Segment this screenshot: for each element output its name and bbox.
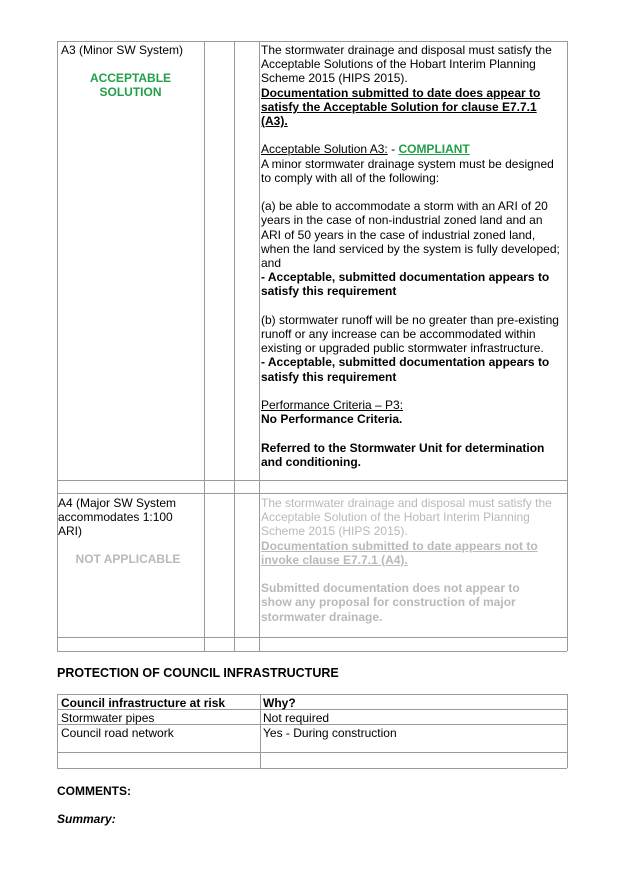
a3-compliance-status: COMPLIANT xyxy=(398,142,470,157)
a4-intro-line: Scheme 2015 (HIPS 2015). xyxy=(261,524,408,539)
a3-clause-b-response: - Acceptable, submitted documentation appears to xyxy=(261,355,550,370)
a3-clause-a-line: years in the case of non-industrial zoned land and an xyxy=(261,213,543,228)
a4-status-badge: NOT APPLICABLE xyxy=(75,552,181,566)
infra-row-asset: Council road network xyxy=(61,726,174,740)
a3-doc-line: Documentation submitted to date does appear to xyxy=(261,85,541,100)
a4-label xyxy=(58,496,176,539)
a3-status-badge xyxy=(57,71,204,99)
a4-intro-line: The stormwater drainage and disposal must satisfy the xyxy=(261,496,552,510)
a3-doc-line: (A3). xyxy=(261,114,288,129)
a3-clause-a-response: satisfy this requirement xyxy=(261,284,397,299)
a4-doc-line: invoke clause E7.7.1 (A4). xyxy=(261,552,408,567)
summary-label: Summary: xyxy=(57,812,116,826)
infra-header-asset: Council infrastructure at risk xyxy=(61,696,226,710)
a3-doc-line: satisfy the Acceptable Solution for clause E7.7.1 xyxy=(261,99,537,114)
section-title: PROTECTION OF COUNCIL INFRASTRUCTURE xyxy=(57,666,339,680)
a3-status-line1: ACCEPTABLE xyxy=(89,71,172,85)
a4-assessment-text xyxy=(261,496,567,624)
infra-header-why: Why? xyxy=(263,696,296,710)
a3-acceptable-solution-heading xyxy=(261,142,567,156)
a3-assessment-text xyxy=(261,43,567,469)
a3-clause-b-line: (b) stormwater runoff will be no greater than pre-existing xyxy=(261,312,559,327)
a4-doc-line: Documentation submitted to date appears not to xyxy=(261,538,538,553)
a3-clause-a-line: when the land serviced by the system is fully developed; xyxy=(261,241,560,256)
a3-referral-line: and conditioning. xyxy=(261,454,361,469)
comments-label: COMMENTS: xyxy=(57,784,131,798)
a3-status-line2: SOLUTION xyxy=(99,85,162,100)
a4-label-line: accommodates 1:100 xyxy=(58,510,173,525)
a3-label: A3 (Minor SW System) xyxy=(61,43,184,57)
a3-intro-line: The stormwater drainage and disposal must satisfy the xyxy=(261,43,552,57)
a3-clause-b-response: satisfy this requirement xyxy=(261,369,397,384)
a3-clause-a-response: - Acceptable, submitted documentation appears to xyxy=(261,270,550,285)
a3-clause-a-line: and xyxy=(261,256,282,271)
a3-as-prefix: Acceptable Solution A3: xyxy=(261,142,388,157)
a3-as-dash: - xyxy=(387,142,399,157)
a4-label-line: ARI) xyxy=(58,524,82,539)
a3-clause-a-line: (a) be able to accommodate a storm with an ARI of 20 xyxy=(261,199,548,214)
a4-submitted-line: stormwater drainage. xyxy=(261,609,383,624)
a4-submitted-line: show any proposal for construction of major xyxy=(261,595,516,610)
a3-performance-criteria-label: Performance Criteria – P3: xyxy=(261,398,404,413)
a3-clause-b-line: existing or upgraded public stormwater infrastructure. xyxy=(261,341,544,356)
a3-clause-b-line: runoff or any increase can be accommodated within xyxy=(261,327,536,342)
infra-row-why: Not required xyxy=(263,711,330,725)
infra-row-why: Yes - During construction xyxy=(263,726,397,740)
a3-req-line: to comply with all of the following: xyxy=(261,170,440,185)
a3-performance-criteria-value: No Performance Criteria. xyxy=(261,412,403,427)
a4-submitted-line: Submitted documentation does not appear to xyxy=(261,581,520,596)
a3-req-line: A minor stormwater drainage system must be designed xyxy=(261,156,554,171)
a3-intro-line: Acceptable Solutions of the Hobart Interim Planning xyxy=(261,57,536,72)
infra-row-asset: Stormwater pipes xyxy=(61,711,155,725)
a4-label-line: A4 (Major SW System xyxy=(58,496,177,510)
a4-intro-line: Acceptable Solution of the Hobart Interim Planning xyxy=(261,510,530,525)
a3-referral-line: Referred to the Stormwater Unit for determination xyxy=(261,440,545,455)
a3-intro-line: Scheme 2015 (HIPS 2015). xyxy=(261,71,408,86)
a3-clause-a-line: ARI of 50 years in the case of industrial zoned land, xyxy=(261,227,536,242)
